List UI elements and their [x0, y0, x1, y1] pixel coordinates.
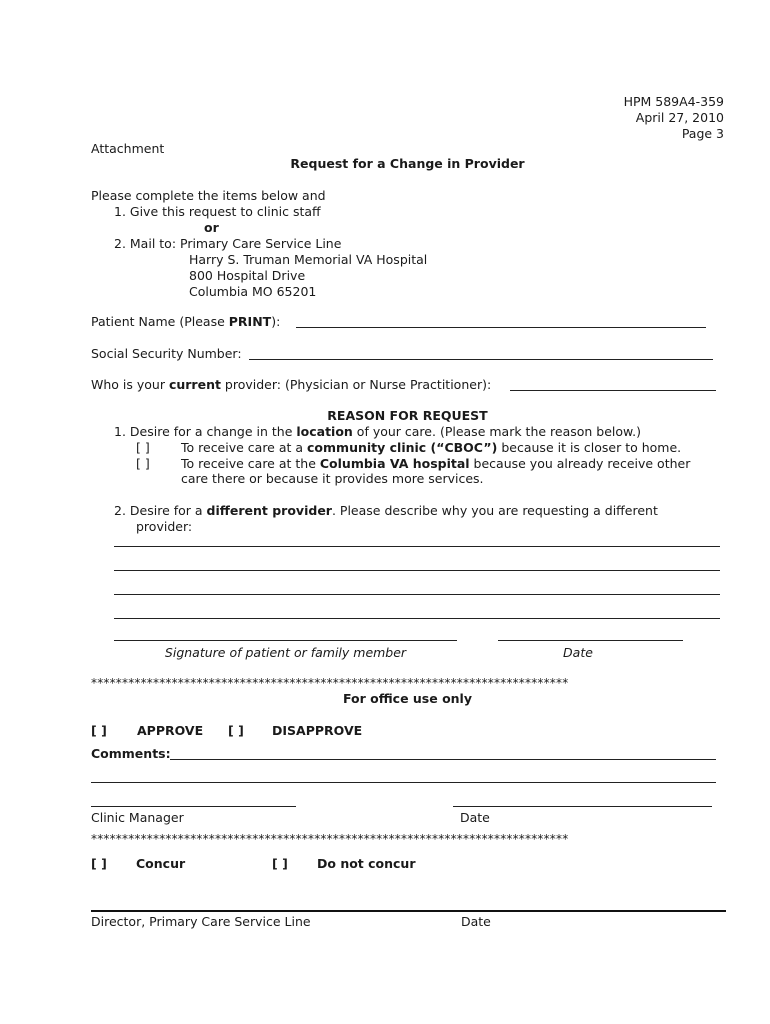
comments-field-line-2[interactable]	[91, 782, 716, 783]
reason-description-line-1[interactable]	[114, 546, 720, 547]
disapprove-label: DISAPPROVE	[272, 723, 363, 738]
reason-description-line-2[interactable]	[114, 570, 720, 571]
attachment-label: Attachment	[91, 141, 165, 156]
reason-heading: REASON FOR REQUEST	[327, 408, 488, 423]
address-line-3: Columbia MO 65201	[189, 284, 317, 299]
patient-date-label: Date	[563, 645, 593, 660]
hospital-option-label-cont: care there or because it provides more services.	[181, 471, 484, 486]
reason-different-provider: 2. Desire for a different provider. Please describe why you are requesting a different	[114, 503, 658, 518]
concur-label: Concur	[136, 856, 186, 871]
clinic-manager-date-label: Date	[460, 810, 490, 825]
clinic-manager-signature-field[interactable]	[91, 806, 296, 807]
director-signature-field[interactable]	[91, 910, 726, 912]
reason-description-line-3[interactable]	[114, 594, 720, 595]
address-line-1: Harry S. Truman Memorial VA Hospital	[189, 252, 428, 267]
concur-checkbox[interactable]: [ ]	[91, 856, 107, 871]
director-label: Director, Primary Care Service Line	[91, 914, 311, 929]
approve-checkbox[interactable]: [ ]	[91, 723, 107, 738]
clinic-manager-label: Clinic Manager	[91, 810, 184, 825]
hospital-option-label: To receive care at the Columbia VA hospital because you already receive other	[181, 456, 691, 471]
cboc-checkbox[interactable]: [ ]	[136, 440, 150, 455]
cboc-option-label: To receive care at a community clinic (“CBOC”) because it is closer to home.	[181, 440, 682, 455]
patient-name-label: Patient Name (Please PRINT):	[91, 314, 281, 329]
reason-description-line-4[interactable]	[114, 618, 720, 619]
current-provider-field[interactable]	[510, 390, 716, 391]
doc-number: HPM 589A4-359	[623, 94, 724, 109]
comments-field-line-1[interactable]	[170, 759, 716, 760]
separator-top: *****************************************************************************	[91, 676, 569, 690]
office-use-heading: For office use only	[343, 691, 472, 706]
instruction-item-2: 2. Mail to: Primary Care Service Line	[114, 236, 342, 251]
ssn-label: Social Security Number:	[91, 346, 242, 361]
patient-signature-field[interactable]	[114, 640, 457, 641]
form-title: Request for a Change in Provider	[290, 156, 525, 171]
not-concur-checkbox[interactable]: [ ]	[272, 856, 288, 871]
approve-label: APPROVE	[137, 723, 204, 738]
comments-label: Comments:	[91, 746, 171, 761]
instruction-item-1: 1. Give this request to clinic staff	[114, 204, 321, 219]
hospital-checkbox[interactable]: [ ]	[136, 456, 150, 471]
reason-different-provider-cont: provider:	[136, 519, 193, 534]
ssn-field[interactable]	[249, 359, 713, 360]
patient-date-field[interactable]	[498, 640, 683, 641]
instructions-intro: Please complete the items below and	[91, 188, 326, 203]
current-provider-label: Who is your current provider: (Physician or Nurse Practitioner):	[91, 377, 492, 392]
patient-name-field[interactable]	[296, 327, 706, 328]
page-number: Page 3	[681, 126, 724, 141]
disapprove-checkbox[interactable]: [ ]	[228, 723, 244, 738]
clinic-manager-date-field[interactable]	[453, 806, 712, 807]
address-line-2: 800 Hospital Drive	[189, 268, 306, 283]
separator-bottom: *****************************************************************************	[91, 832, 569, 846]
reason-location: 1. Desire for a change in the location of your care. (Please mark the reason below.)	[114, 424, 641, 439]
patient-signature-label: Signature of patient or family member	[164, 645, 407, 660]
not-concur-label: Do not concur	[317, 856, 416, 871]
director-date-label: Date	[461, 914, 491, 929]
doc-date: April 27, 2010	[635, 110, 724, 125]
instruction-or: or	[204, 220, 219, 235]
